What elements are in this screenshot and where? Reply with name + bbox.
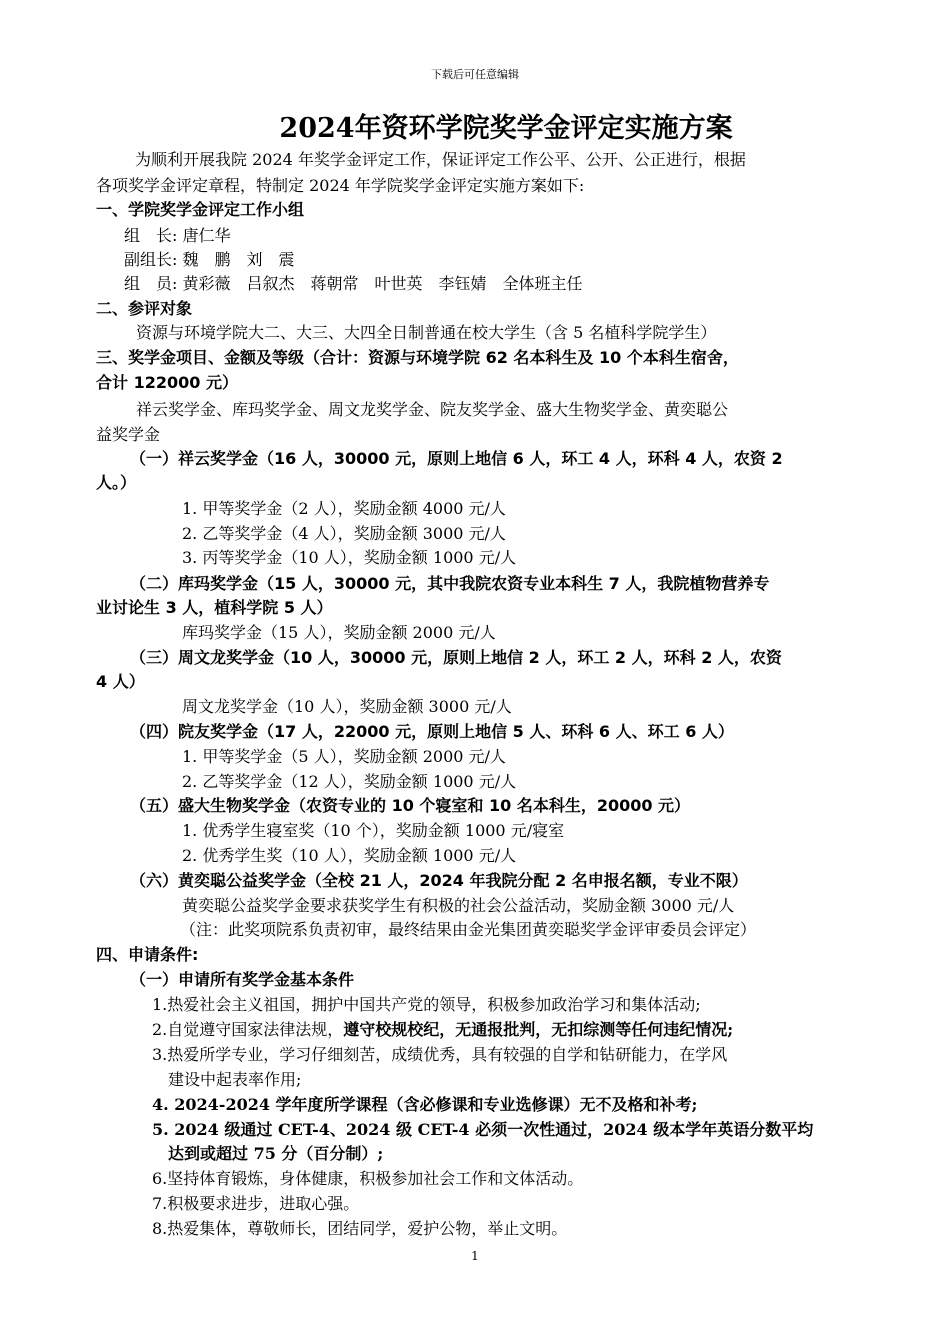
page-number: 1 bbox=[471, 1249, 479, 1263]
basic-conditions-heading: （一）申请所有奖学金基本条件 bbox=[130, 970, 355, 989]
condition-4: 4. 2024-2024 学年度所学课程（含必修课和专业选修课）无不及格和补考; bbox=[152, 1095, 698, 1114]
xiangyun-heading-line-2: 人。） bbox=[96, 473, 137, 492]
section-2-heading: 二、参评对象 bbox=[96, 299, 193, 318]
section-3-heading-line-1: 三、奖学金项目、金额及等级（合计：资源与环境学院 62 名本科生及 10 个本科生宿舍， bbox=[96, 348, 739, 367]
condition-2-part-1: 2.自觉遵守国家法律法规， bbox=[152, 1020, 344, 1039]
condition-3-line-2: 建设中起表率作用; bbox=[168, 1070, 302, 1089]
shengda-heading: （五）盛大生物奖学金（农资专业的 10 个寝室和 10 名本科生，20000 元） bbox=[130, 796, 691, 815]
section-3-heading-line-2: 合计 122000 元） bbox=[96, 373, 238, 392]
scholarship-list-line-1: 祥云奖学金、库玛奖学金、周文龙奖学金、院友奖学金、盛大生物奖学金、黄奕聪公 bbox=[136, 400, 729, 419]
shengda-item-1: 1. 优秀学生寝室奖（10 个），奖励金额 1000 元/寝室 bbox=[182, 821, 565, 840]
xiangyun-item-3: 3. 丙等奖学金（10 人），奖励金额 1000 元/人 bbox=[182, 548, 517, 567]
zhouwenlong-heading-line-1: （三）周文龙奖学金（10 人，30000 元，原则上地信 2 人，环工 2 人，环科 2 人，农资 bbox=[130, 648, 782, 667]
xiangyun-heading-line-1: （一）祥云奖学金（16 人，30000 元，原则上地信 6 人，环工 4 人，环科 4 人，农资 2 bbox=[130, 449, 783, 468]
section-1-heading: 一、学院奖学金评定工作小组 bbox=[96, 200, 305, 219]
intro-line-1: 为顺利开展我院 2024 年奖学金评定工作，保证评定工作公平、公开、公正进行，根据 bbox=[135, 150, 746, 169]
zhouwenlong-heading-line-2: 4 人） bbox=[96, 672, 145, 691]
huangyicong-heading: （六）黄奕聪公益奖学金（全校 21 人，2024 年我院分配 2 名申报名额，专业不限） bbox=[130, 871, 748, 890]
yuanyou-item-2: 2. 乙等奖学金（12 人），奖励金额 1000 元/人 bbox=[182, 772, 517, 791]
team-leader: 组 长: 唐仁华 bbox=[124, 226, 231, 245]
document-title: 2024年资环学院奖学金评定实施方案 bbox=[279, 113, 733, 144]
condition-7: 7.积极要求进步，进取心强。 bbox=[152, 1194, 360, 1213]
kuma-heading-line-1: （二）库玛奖学金（15 人，30000 元，其中我院农资专业本科生 7 人，我院植物营养专 bbox=[130, 574, 770, 593]
kuma-heading-line-2: 业讨论生 3 人，植科学院 5 人） bbox=[96, 598, 333, 617]
xiangyun-item-2: 2. 乙等奖学金（4 人），奖励金额 3000 元/人 bbox=[182, 524, 506, 543]
yuanyou-item-1: 1. 甲等奖学金（5 人），奖励金额 2000 元/人 bbox=[182, 747, 506, 766]
yuanyou-heading: （四）院友奖学金（17 人，22000 元，原则上地信 5 人、环科 6 人、环工 6 人） bbox=[130, 722, 734, 741]
header-note: 下载后可任意编辑 bbox=[431, 68, 519, 81]
condition-1: 1.热爱社会主义祖国，拥护中国共产党的领导，积极参加政治学习和集体活动; bbox=[152, 995, 701, 1014]
condition-3-line-1: 3.热爱所学专业，学习仔细刻苦，成绩优秀，具有较强的自学和钻研能力，在学风 bbox=[152, 1045, 728, 1064]
section-4-heading: 四、申请条件: bbox=[96, 945, 199, 964]
shengda-item-2: 2. 优秀学生奖（10 人），奖励金额 1000 元/人 bbox=[182, 846, 517, 865]
condition-2-part-2-bold: 遵守校规校纪，无通报批判，无扣综测等任何违纪情况; bbox=[343, 1020, 734, 1039]
condition-6: 6.坚持体育锻炼，身体健康，积极参加社会工作和文体活动。 bbox=[152, 1169, 584, 1188]
participants-text: 资源与环境学院大二、大三、大四全日制普通在校大学生（含 5 名植科学院学生） bbox=[136, 323, 717, 342]
huangyicong-item-1: 黄奕聪公益奖学金要求获奖学生有积极的社会公益活动，奖励金额 3000 元/人 bbox=[182, 896, 735, 915]
huangyicong-note: （注：此奖项院系负责初审，最终结果由金光集团黄奕聪奖学金评审委员会评定） bbox=[180, 920, 757, 939]
xiangyun-item-1: 1. 甲等奖学金（2 人），奖励金额 4000 元/人 bbox=[182, 499, 506, 518]
team-members: 组 员: 黄彩薇 吕叙杰 蒋朝常 叶世英 李钰婧 全体班主任 bbox=[124, 274, 583, 293]
intro-line-2: 各项奖学金评定章程，特制定 2024 年学院奖学金评定实施方案如下: bbox=[96, 176, 585, 195]
zhouwenlong-item: 周文龙奖学金（10 人），奖励金额 3000 元/人 bbox=[182, 697, 512, 716]
kuma-item: 库玛奖学金（15 人），奖励金额 2000 元/人 bbox=[182, 623, 496, 642]
condition-2 bbox=[152, 1018, 733, 1042]
team-vice-leader: 副组长: 魏 鹏 刘 震 bbox=[124, 250, 295, 269]
condition-5-line-1: 5. 2024 级通过 CET-4、2024 级 CET-4 必须一次性通过，2024 级本学年英语分数平均 bbox=[152, 1120, 814, 1139]
condition-5-line-2: 达到或超过 75 分（百分制）; bbox=[168, 1144, 384, 1163]
scholarship-list-line-2: 益奖学金 bbox=[96, 425, 161, 444]
condition-8: 8.热爱集体，尊敬师长，团结同学，爱护公物，举止文明。 bbox=[152, 1219, 568, 1238]
